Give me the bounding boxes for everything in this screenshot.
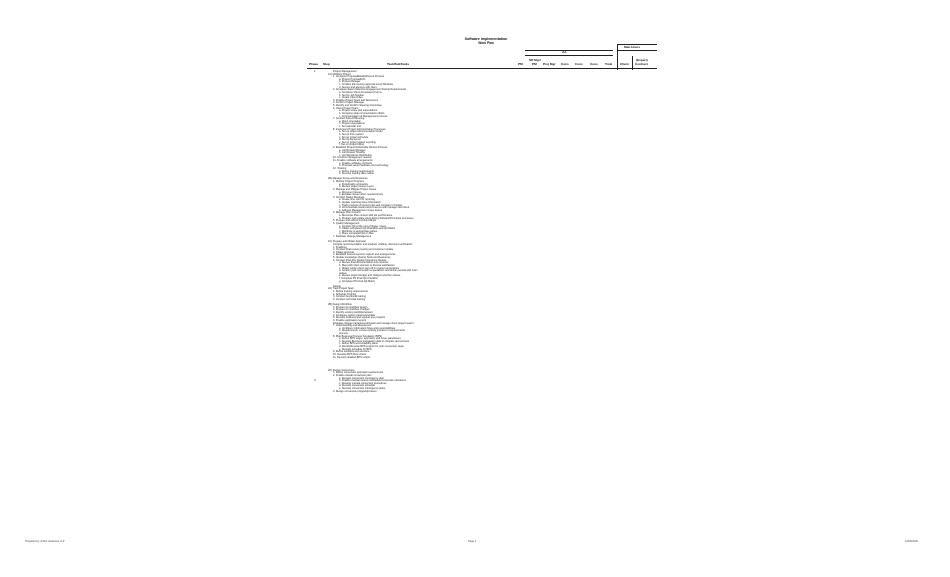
- phase-number-1: 1: [314, 70, 316, 73]
- outline-row: a. Periodically summarize: [339, 182, 369, 186]
- outline-row: 3. Conduct functional training: [333, 295, 366, 299]
- outline-row: 3. Conduct Status Meetings: [333, 195, 365, 199]
- outline-row: f. Set up project billing: [339, 143, 365, 147]
- outline-row: e. Set up project status reporting: [339, 140, 376, 144]
- outline-row: b. Finalize manual versus mechanical conversion decisions: [339, 379, 406, 383]
- outline-row: b. Escalate issues when needed timely: [339, 193, 383, 197]
- outline-row: c. Conduct kill meeting approval using Windows: [339, 83, 393, 87]
- outline-row: a. Review final documentation and contents: [339, 261, 389, 265]
- header-pm: PM: [518, 62, 523, 66]
- outline-row: 4. Establish post-conversion support and arrangements: [333, 253, 396, 257]
- outline-row: 7. understanding and assessment: [333, 324, 372, 328]
- outline-row: 1. Complete Proposal/Establishment Process: [333, 75, 385, 79]
- outline-row: a. Reconcile Plan content with job performance: [339, 214, 393, 218]
- header-manhours: Man-Hours: [624, 44, 641, 49]
- outline-row: b. List Review Timeline: [339, 151, 366, 155]
- outline-row: Evaluate change management/impact and manage client project team's: [333, 321, 414, 325]
- outline-row: b. Requirements: a clear existing process or required work: [339, 329, 405, 333]
- outline-row: b. Proposal setup Hardware and technology: [339, 164, 389, 168]
- outline-row: b. Review project Issues Level: [339, 185, 374, 189]
- outline-row: b. Set up time system: [339, 132, 364, 136]
- outline-row: b. Develop Business transaction data to compare and process: [339, 339, 410, 343]
- header-cons-2: Cons: [575, 62, 583, 66]
- outline-row: process: [339, 332, 348, 335]
- outline-row: 1A) Mobilize Project: [328, 72, 351, 76]
- title-block: [440, 37, 532, 45]
- outline-row: e. Develop schedule for BPS: [339, 347, 372, 351]
- outline-row: d. Set up file server: [339, 138, 361, 142]
- outline-row: c. List Signatures Distribution: [339, 153, 372, 157]
- outline-row: a. Define BPS scope, approach, and cover parameters: [339, 337, 401, 341]
- outline-row: b. Company-wide communication efforts: [339, 111, 385, 115]
- outline-row: b. Project Manager: [339, 80, 361, 84]
- outline-row: 10. Develop BPS Flow charts: [333, 352, 367, 356]
- outline-row: 1. Finalizing: [333, 245, 347, 249]
- outline-row: 6. Quality Management: [333, 221, 360, 225]
- outline-row: 1. Define conversion approach requirements: [333, 371, 384, 375]
- outline-row: Project Management: [333, 70, 357, 73]
- outline-row: a. Define training requirements: [339, 169, 374, 173]
- outline-row: e. Develop conversion contingency plans: [339, 387, 386, 391]
- header-client: Client: [620, 62, 629, 66]
- outline-row: 5. Update knowledge sharing Tools and Resources: [333, 256, 391, 260]
- outline-row: d. Confirm post-conversion expectations and action periods with main: [339, 269, 418, 273]
- outline-row: a. Project scope and expectations: [339, 109, 378, 113]
- outline-row: 2. Prepare for workflow changes: [333, 308, 370, 312]
- outline-row: parties: [339, 271, 347, 275]
- outline-row: 1B) Manage Scope and Resources: [328, 177, 368, 181]
- outline-row: 7. Conduct Kick-off Meeting: [333, 117, 365, 121]
- header-aa-bottom-line: [525, 55, 613, 56]
- header-aa: AA: [562, 50, 567, 54]
- document-subtitle: Work Plan: [478, 41, 494, 46]
- outline-row: b. Obtain completed QA Checklists and QA Matrix: [339, 227, 396, 231]
- outline-row: 6. Finalize application reports: [333, 318, 367, 322]
- outline-row: 2C) Design Conversion: [328, 368, 355, 372]
- outline-row: a. Document Issues: [339, 190, 362, 194]
- footer-center: Page 1: [468, 540, 477, 543]
- header-manhours-bottom: [617, 50, 657, 51]
- outline-row: d. Communicate Issues and concerns with manager and client: [339, 206, 410, 210]
- outline-row: a. Complete Client Acceptance Forms: [339, 90, 382, 94]
- header-cons-3: Cons: [590, 62, 598, 66]
- header-phase: Phase: [309, 62, 319, 66]
- outline-row: 3. Identify existing workflow/system: [333, 311, 373, 315]
- header-task: Task/SubTasks: [387, 62, 410, 66]
- outline-row: c. Distribute to appropriate parties: [339, 229, 378, 233]
- outline-row: 5. Prepare and submit monthly billings: [333, 219, 377, 223]
- outline-row: c. Set up project schedule: [339, 135, 369, 139]
- header-cons-1: Cons: [561, 62, 569, 66]
- document-title: Software Implementation: [464, 37, 508, 41]
- outline-row: Compile recommendation and analysis, drafting, document verification: [333, 242, 413, 246]
- outline-row: e. Review project budget and charges and then closes: [339, 274, 401, 278]
- header-aa-line: [525, 50, 613, 51]
- outline-row: a. Develop conversion contingency plan: [339, 376, 385, 380]
- outline-row: 3. Design conversion program/process: [333, 389, 377, 393]
- outline-row: d. Place completed QA on files: [339, 232, 374, 236]
- header-sr-mgr-top: SR Mgr/: [529, 58, 541, 62]
- header-manhours-left: [617, 44, 618, 70]
- header-contract: Contract: [635, 62, 648, 66]
- footer-left: Prepared by: Arthur Andersen LLP: [25, 540, 65, 543]
- outline-row: b. Meet with client sponsor to discuss satisfaction: [339, 263, 395, 267]
- outline-row: 4. Conduct technical training: [333, 297, 366, 301]
- outline-row: 8. Implement Project Administrative Processes: [333, 127, 386, 131]
- outline-row: 4. Manage Plan Content: [333, 211, 361, 215]
- outline-row: 6. Orient Project Team: [333, 106, 359, 110]
- outline-row: d. Secure and approve with client: [339, 85, 377, 89]
- header-sr-mgr: PM: [532, 62, 537, 66]
- outline-row: b. Update reporting issue information: [339, 201, 381, 204]
- outline-row: 11. Finalize software arrangements: [333, 159, 373, 163]
- header-bottom-line: [307, 68, 657, 69]
- outline-row: g. Complete PS Final QA Matrix: [339, 279, 375, 283]
- outline-row: c. Define BPS accountability plans: [339, 342, 378, 346]
- outline-row: 5. Identify and Confirm Steering Committee: [333, 104, 382, 108]
- outline-row: 4. Configure system parameters/data: [333, 313, 375, 317]
- outline-row: 7. Facilitate Change Management: [333, 235, 372, 239]
- outline-row: a. Client orientation: [339, 119, 361, 123]
- outline-row: 3. Obtain approval: [333, 250, 354, 254]
- outline-row: 2A) Train Project Team: [328, 287, 354, 291]
- outline-row: 1. Monitor Project Progress: [333, 180, 364, 184]
- outline-row: 3. Finalize Project Team and Resources: [333, 98, 378, 102]
- outline-row: d. Develop conversion schedule: [339, 384, 376, 388]
- outline-row: 9. Define workflow and structure: [333, 350, 370, 354]
- outline-row: 1C) Prepare and Obtain Approval: [328, 240, 366, 244]
- outline-row: 10. Conduct management reviews: [333, 156, 372, 160]
- outline-row: b. Project expectations: [339, 122, 365, 126]
- outline-row: 2. Schedule Training: [333, 292, 357, 296]
- header-total: Total: [605, 62, 613, 66]
- outline-row: 6. Conduct Post-Pre-Quality Assurance Review: [333, 258, 387, 262]
- outline-row: a. Configure Information flows and responsibilities: [339, 326, 396, 330]
- outline-row: 8. Plan Business Process Simulation (BPS): [333, 334, 382, 338]
- outline-row: a. Create time card for reporting: [339, 198, 376, 202]
- outline-row: 2. Manage and Mitigate Project Issues: [333, 187, 377, 191]
- header-step: Step: [323, 62, 330, 66]
- phase-number-2: II: [314, 379, 316, 382]
- outline-row: 9. Establish Project Deliverable Review Process: [333, 145, 388, 149]
- outline-row: 2. Conduct final review meeting and customer update: [333, 248, 394, 252]
- footer-right: 12/09/2022: [905, 540, 918, 543]
- outline-row: c. Develop manual conversion procedures: [339, 381, 387, 385]
- outline-row: c. Obtain written client sign-off on system acceptance: [339, 266, 400, 270]
- outline-row: 5. Develop business and support use program: [333, 316, 386, 320]
- outline-row: c. Track progress of project plan and compare to budget: [339, 203, 403, 207]
- outline-row: 11. Develop detailed BPS scripts: [333, 355, 370, 359]
- outline-row: 2B) Design Workflow: [328, 303, 352, 307]
- outline-row: 4. Confirm Project Manager: [333, 101, 365, 105]
- outline-row: c. Create Client Files: [339, 96, 363, 100]
- outline-row: a. Finalize software contracts: [339, 161, 372, 165]
- outline-row: a. Conduct QA at the end of phase / steps: [339, 224, 387, 228]
- header-proj-mgr: Proj Mgr: [543, 62, 556, 66]
- outline-row: 2. Finalize overall conversion plan: [333, 373, 372, 377]
- outline-row: a. Set up project documentation binder: [339, 130, 383, 134]
- outline-row: b. Prepare and update client-facing Software/Principles processes: [339, 216, 414, 220]
- outline-row: e. Address Management scope issues: [339, 208, 383, 212]
- outline-row: 1. Prepare for workflow design: [333, 305, 368, 309]
- outline-row: 1. Define training requirements: [333, 290, 368, 294]
- outline-row: Design: [333, 284, 341, 288]
- outline-row: d. Identify/develop BPS support for post conversion steps: [339, 345, 404, 349]
- header-contract-top: (Expert): [636, 58, 648, 62]
- outline-row: b. Develop training plan outline: [339, 172, 374, 176]
- outline-row: 2. Complete Select Selection Engagement Startup Requirements: [333, 88, 407, 92]
- outline-row: c. Set calendar tool: [339, 125, 361, 129]
- outline-row: c. Communication of Management process: [339, 114, 388, 118]
- outline-row: a. Project Proposal/LPL: [339, 77, 366, 81]
- outline-row: 12. Training: [333, 166, 347, 170]
- outline-row: a. List Review Manager: [339, 148, 366, 152]
- outline-row: f. Complete PS Final QA Checklist: [339, 276, 378, 280]
- outline-row: b. Set Up Job Number: [339, 93, 365, 97]
